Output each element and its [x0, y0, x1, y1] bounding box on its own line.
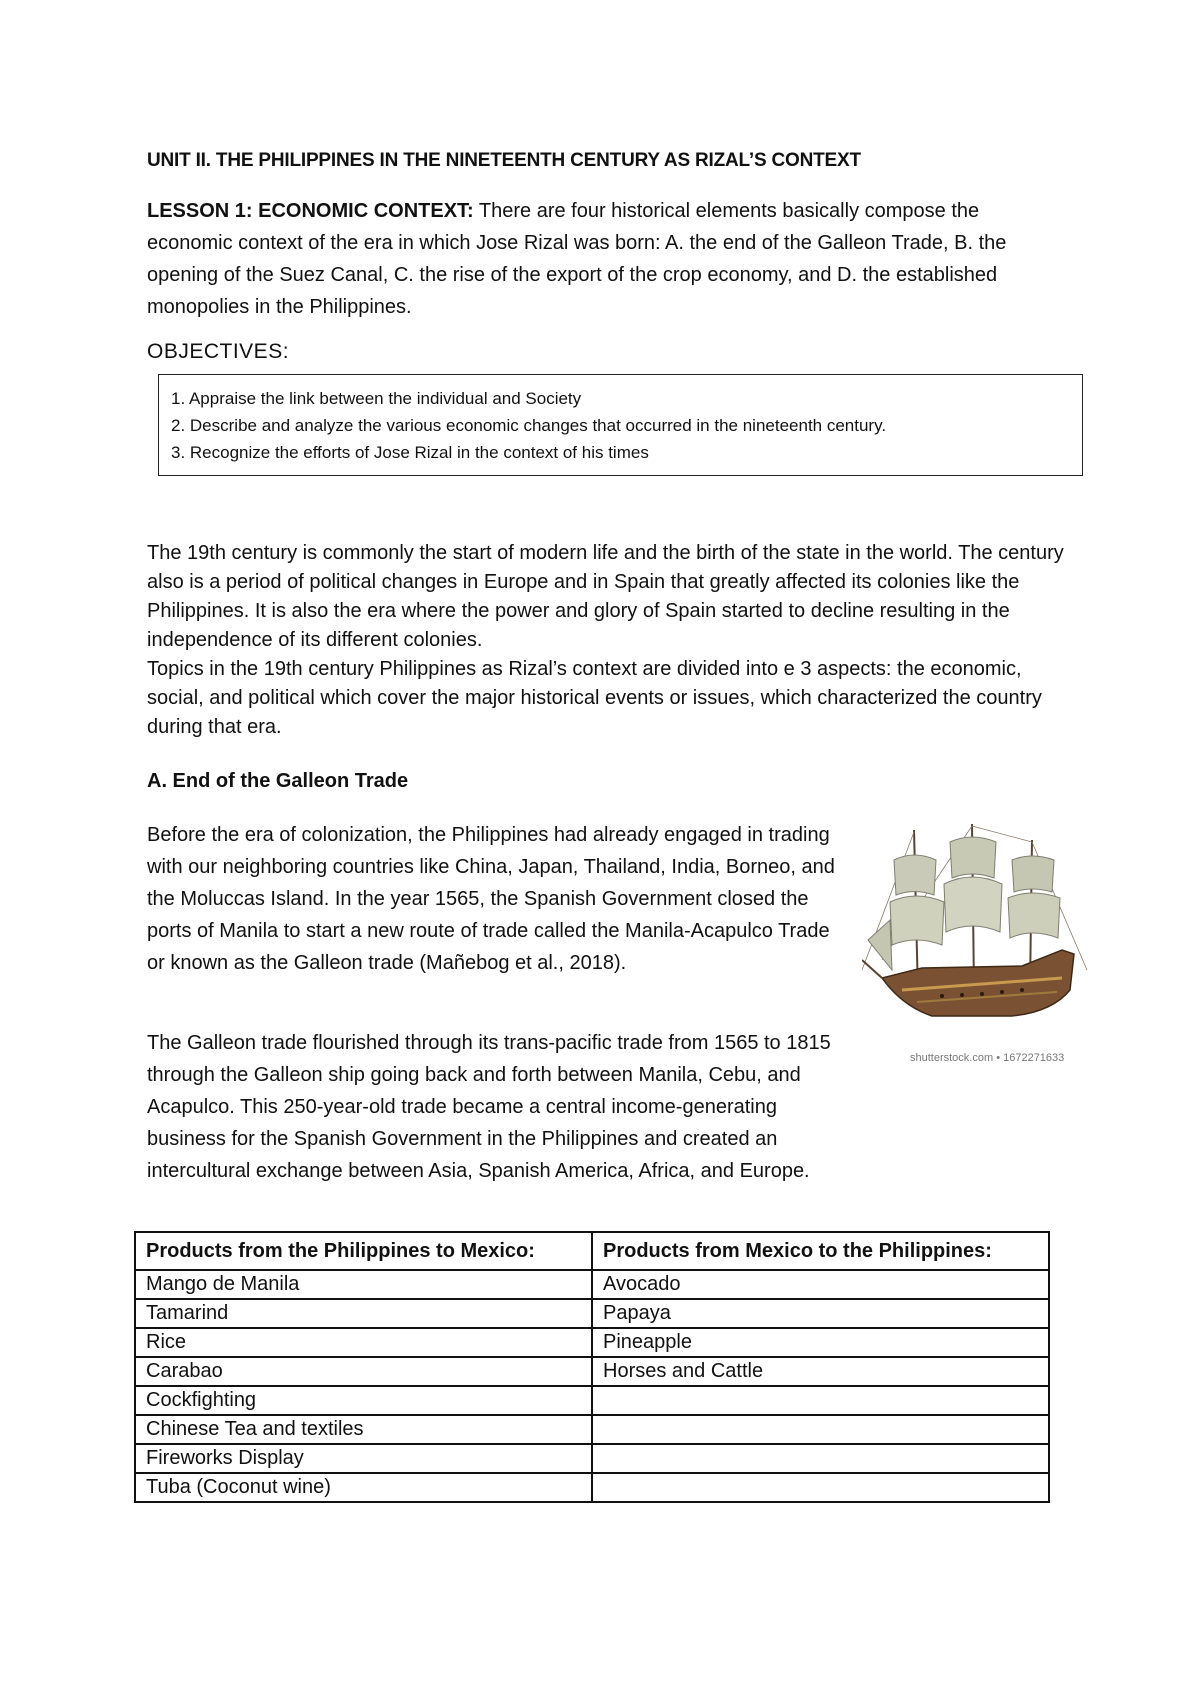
- unit-title: UNIT II. THE PHILIPPINES IN THE NINETEENTH CENTURY AS RIZAL’S CONTEXT: [147, 150, 861, 171]
- table-row: [135, 1444, 1049, 1473]
- table-cell: Carabao: [135, 1357, 592, 1386]
- table-row: [135, 1357, 1049, 1386]
- objective-item: 1. Appraise the link between the individual and Society: [171, 389, 582, 408]
- table-cell: [592, 1444, 1049, 1473]
- objectives-list: [171, 385, 1082, 466]
- lesson-label: LESSON 1: ECONOMIC CONTEXT:: [147, 200, 474, 222]
- objective-item: 2. Describe and analyze the various economic changes that occurred in the nineteenth century.: [171, 416, 887, 435]
- table-cell: Cockfighting: [135, 1386, 592, 1415]
- table-cell: Tuba (Coconut wine): [135, 1473, 592, 1502]
- image-credit: shutterstock.com • 1672271633: [910, 1052, 1065, 1064]
- intro-paragraph-2: Topics in the 19th century Philippines as Rizal’s context are divided into e 3 aspects: the economic, social, and political which cover the major historical events or issues, which characterized the country during that era.: [147, 658, 1042, 738]
- galleon-paragraph-2: [147, 1027, 1077, 1187]
- table-row: [135, 1328, 1049, 1357]
- table-row: [135, 1415, 1049, 1444]
- table-cell: Fireworks Display: [135, 1444, 592, 1473]
- table-row: [135, 1270, 1049, 1299]
- intro-paragraph-1: The 19th century is commonly the start of modern life and the birth of the state in the world. The century also is a period of political changes in Europe and in Spain that greatly affected its colonies like the Philippines. It is also the era where the power and glory of Spain started to decline resulting in the independence of its different colonies.: [147, 542, 1064, 651]
- column-header: Products from the Philippines to Mexico:: [135, 1232, 592, 1270]
- galleon-paragraph-1: Before the era of colonization, the Philippines had already engaged in trading with our neighboring countries like China, Japan, Thailand, India, Borneo, and the Moluccas Island. In the year 1565, the Spanish Government closed the ports of Manila to start a new route of trade called the Manila-Acapulco Trade or known as the Galleon trade (Mañebog et al., 2018).: [147, 824, 835, 974]
- table-cell: Papaya: [592, 1299, 1049, 1328]
- products-table: [134, 1231, 1050, 1503]
- table-cell: Chinese Tea and textiles: [135, 1415, 592, 1444]
- column-header: Products from Mexico to the Philippines:: [592, 1232, 1049, 1270]
- table-cell: Tamarind: [135, 1299, 592, 1328]
- galleon-ship-image: [862, 820, 1092, 1030]
- table-row: [135, 1473, 1049, 1502]
- lesson-paragraph: [147, 195, 1067, 323]
- objectives-box: [158, 374, 1083, 476]
- table-header-row: [135, 1232, 1049, 1270]
- table-cell: [592, 1473, 1049, 1502]
- table-cell: Pineapple: [592, 1328, 1049, 1357]
- table-row: [135, 1386, 1049, 1415]
- objective-item: 3. Recognize the efforts of Jose Rizal in the context of his times: [171, 443, 649, 462]
- table-cell: Horses and Cattle: [592, 1357, 1049, 1386]
- objectives-heading: OBJECTIVES:: [147, 340, 290, 363]
- table-cell: Rice: [135, 1328, 592, 1357]
- intro-section: [147, 539, 1082, 742]
- table-cell: Mango de Manila: [135, 1270, 592, 1299]
- table-row: [135, 1299, 1049, 1328]
- section-a-heading: A. End of the Galleon Trade: [147, 770, 409, 792]
- lesson-text: There are four historical elements basically compose the economic context of the era in which Jose Rizal was born: A. the end of the Galleon Trade, B. the opening of the Suez Canal, C. the rise of the export of the crop economy, and D. the established monopolies in the Philippines.: [147, 200, 1007, 318]
- table-cell: Avocado: [592, 1270, 1049, 1299]
- table-cell: [592, 1386, 1049, 1415]
- table-cell: [592, 1415, 1049, 1444]
- galleon-paragraph-2-text: The Galleon trade flourished through its trans-pacific trade from 1565 to 1815 through the Galleon ship going back and forth between Manila, Cebu, and Acapulco. This 250-year-old trade became a central income-generating business for the Spanish Government in the Philippines and created an intercultural exchange between Asia, Spanish America, Africa, and Europe.: [147, 1032, 831, 1182]
